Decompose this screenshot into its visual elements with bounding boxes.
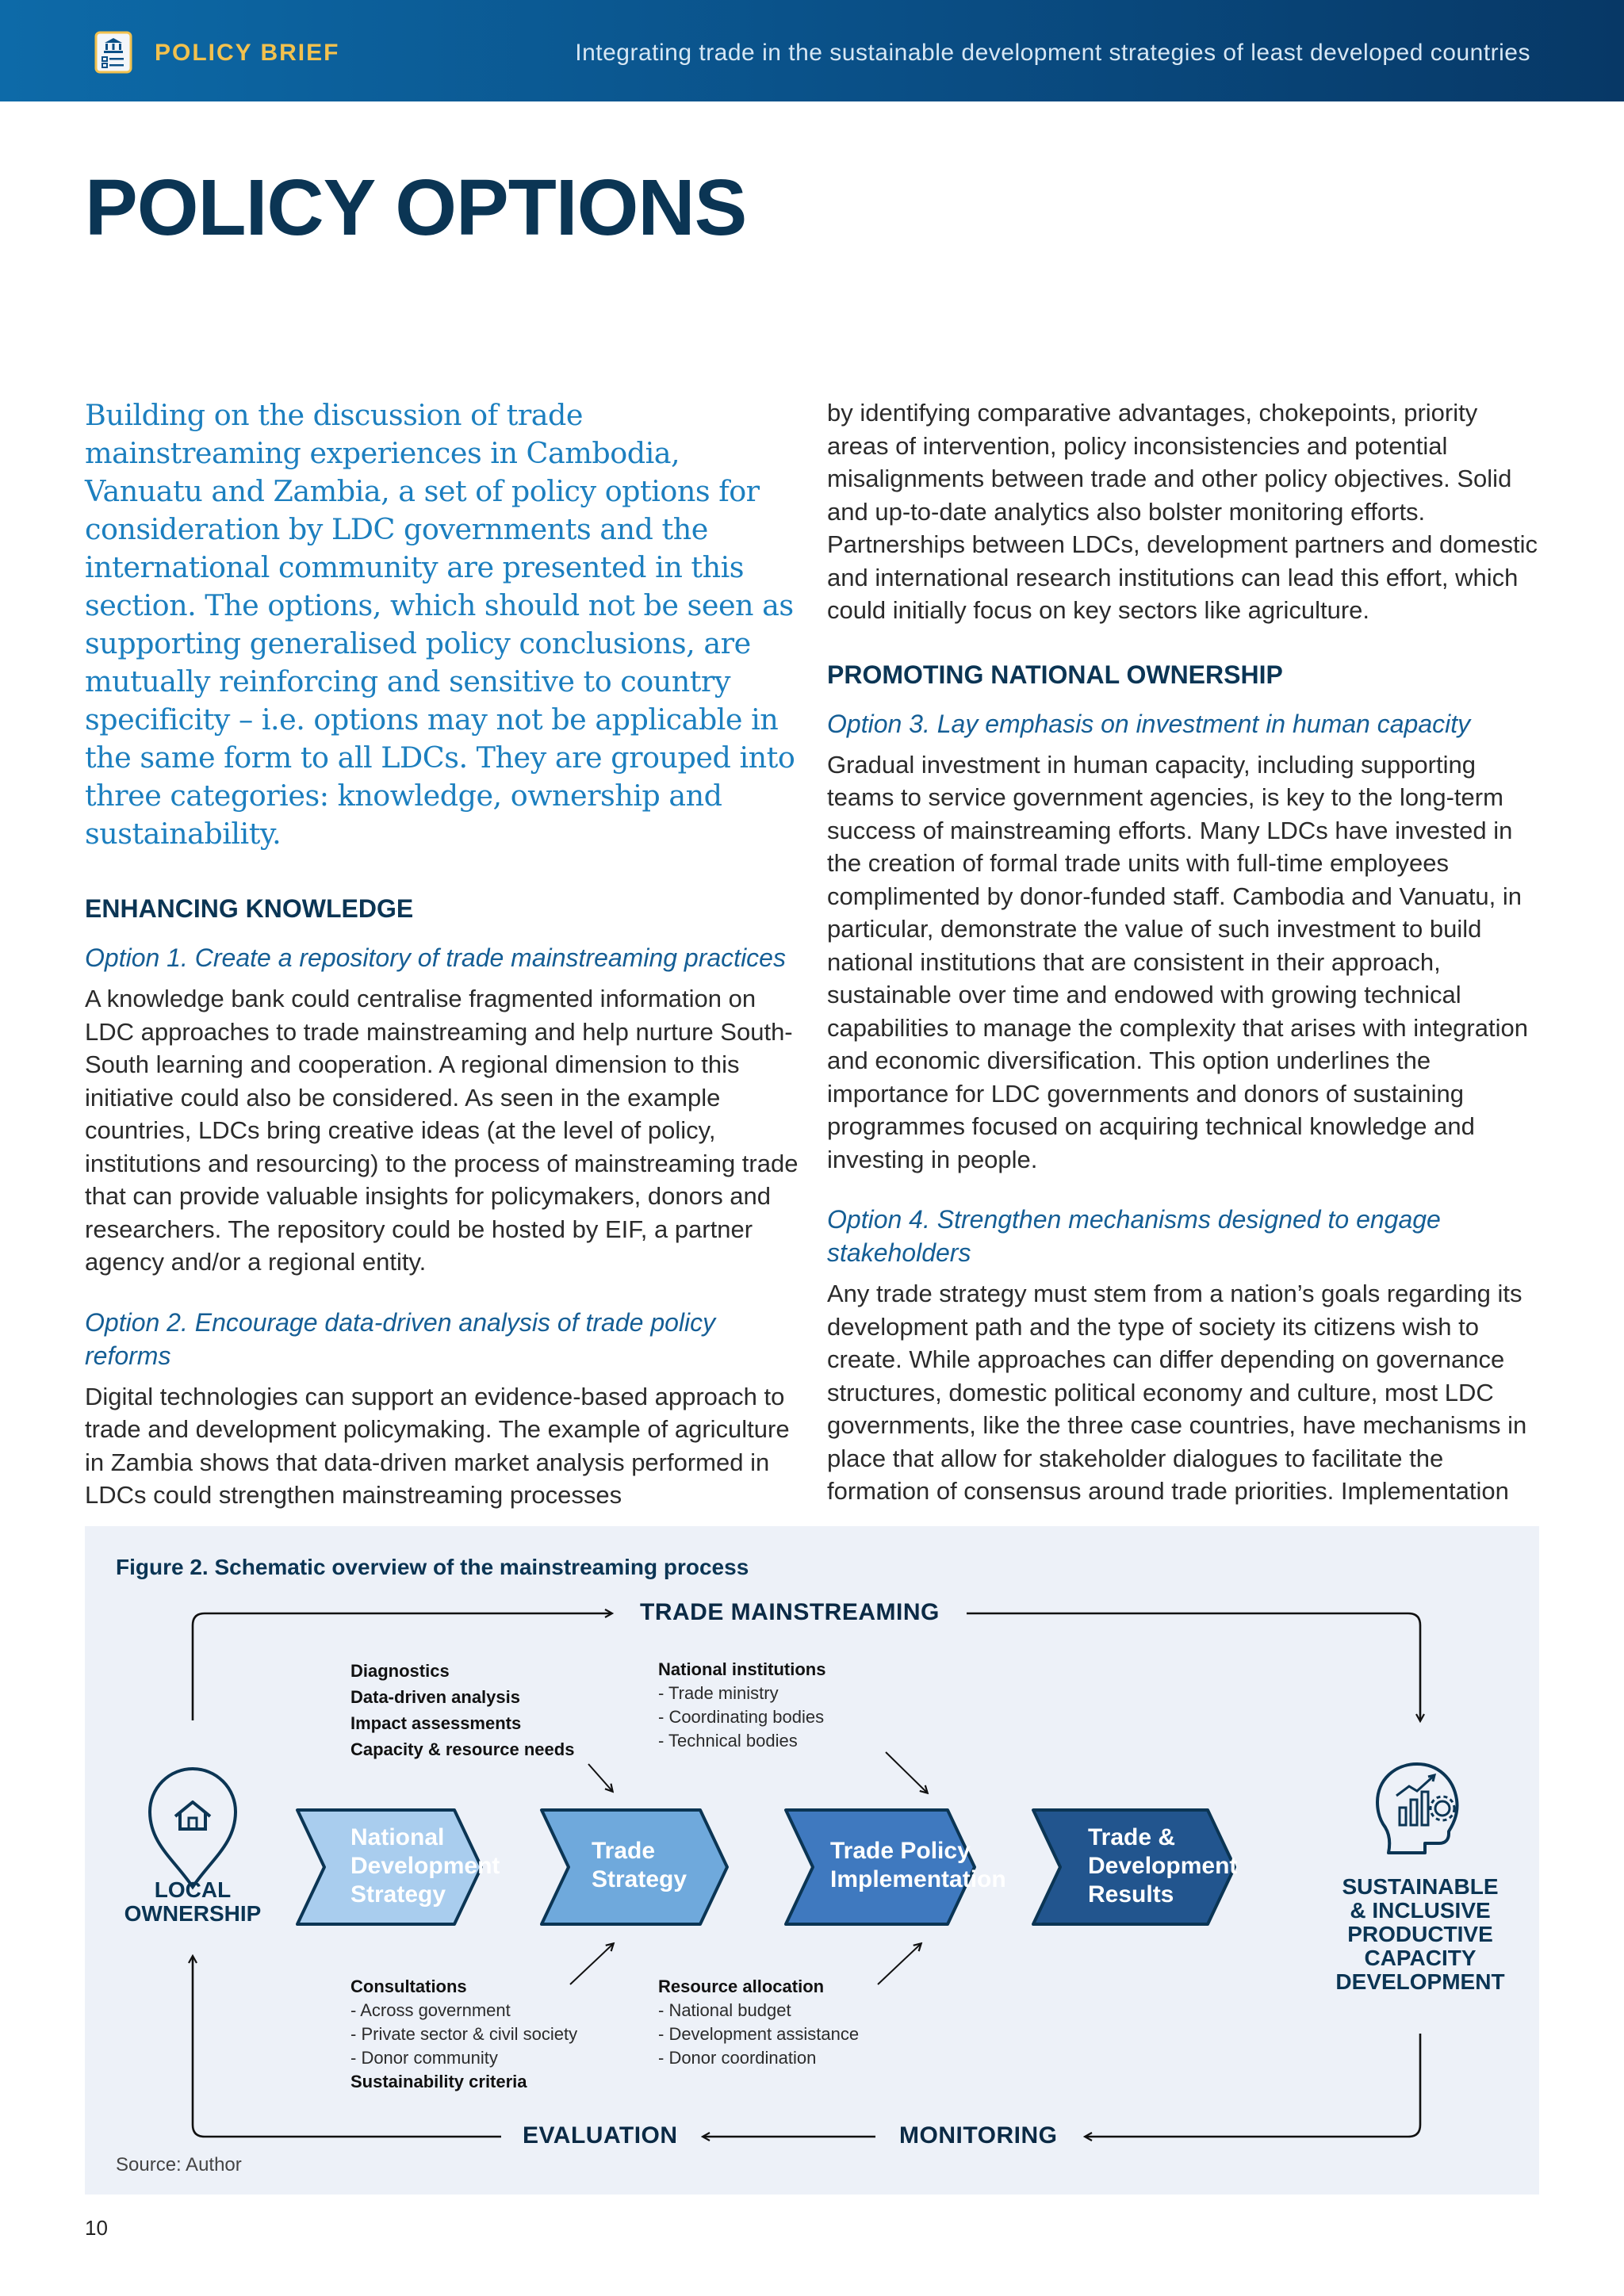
head-growth-icon: [1377, 1764, 1457, 1853]
intro-paragraph: Building on the discussion of trade mainstreaming experiences in Cambodia, Vanuatu and Zambia, a set of policy options for consideration by LDC governments and the international community are presented in this section. The options, which should not be seen as supporting generalised policy conclusions, are mutually reinforcing and sensitive to country specificity – i.e. options may not be applicable in the same form to all LDCs. They are grouped into three categories: knowledge, ownership and sustainability.: [85, 398, 795, 851]
section-heading-knowledge: ENHANCING KNOWLEDGE: [85, 894, 414, 923]
option-4-body: Any trade strategy must stem from a nation’s goals regarding its development path and the type of society its citizens wish to create. While approaches can differ depending on governance structures, domestic political economy and culture, most LDC governments, like the three case countries, have mechanisms in place that allow for stakeholder dialogues to facilitate the formation of consensus around trade priorities. Implementation: [827, 1280, 1527, 1505]
resource-allocation-list: Resource allocation - National budget - Development assistance - Donor coordination: [658, 1976, 860, 2068]
process-diagram: [85, 1526, 1539, 2195]
evaluation-label: EVALUATION: [523, 2122, 678, 2149]
diagonal-arrow-4: [878, 1944, 921, 1984]
option-2-heading: Option 2. Encourage data-driven analysis of trade policy reforms: [85, 1307, 716, 1370]
chevron-1-text: National Development Strategy: [350, 1824, 500, 1908]
option-1-body: A knowledge bank could centralise fragmented information on LDC approaches to trade mainstreaming and help nurture South-South learning and cooperation. A regional dimension to this initiative could also be considered. As seen in the example countries, LDCs bring creative ideas (at the level of policy, institutions and resourcing) to the process of mainstreaming trade that can provide valuable insights for policymakers, donors and researchers. The repository could be hosted by EIF, a partner agency and/or a regional entity.: [85, 985, 799, 1276]
section-heading-ownership: PROMOTING NATIONAL OWNERSHIP: [827, 660, 1283, 689]
figure-mainstreaming-process: [85, 1526, 1539, 2195]
header-bar: [0, 0, 1624, 101]
trade-mainstreaming-label: TRADE MAINSTREAMING: [640, 1599, 940, 1625]
option-3-body: Gradual investment in human capacity, including supporting teams to service government agencies, is key to the long-term success of mainstreaming efforts. Many LDCs have invested in the creation of formal trade units with full-time employees complimented by donor-funded staff. Cambodia and Vanuatu, in particular, demonstrate the value of such investment to build national institutions that are consistent in their approach, sustainable over time and endowed with growing technical capabilities to manage the complexity that arises with integration and economic diversification. This option underlines the importance for LDC governments and donors of sustaining programmes focused on acquiring technical knowledge and investing in people.: [827, 750, 1528, 1173]
diagnostics-list: Diagnostics Data-driven analysis Impact assessments Capacity & resource needs: [350, 1661, 575, 1759]
document-building-icon: [94, 30, 133, 75]
chevron-4-text: Trade & Development Results: [1088, 1824, 1238, 1908]
diagonal-arrow-1: [588, 1764, 612, 1791]
option-4-heading: Option 4. Strengthen mechanisms designed to engage stakeholders: [827, 1205, 1441, 1267]
local-ownership-label: LOCAL OWNERSHIP: [124, 1877, 262, 1926]
publication-title: Integrating trade in the sustainable development strategies of least developed countries: [575, 40, 1530, 66]
figure-source: Source: Author: [116, 2154, 242, 2175]
national-institutions-list: National institutions - Trade ministry - Coordinating bodies - Technical bodies: [658, 1659, 826, 1751]
figure-title: Figure 2. Schematic overview of the mainstreaming process: [116, 1555, 749, 1579]
option-2-body-continued: by identifying comparative advantages, chokepoints, priority areas of intervention, policy inconsistencies and potential misalignments between trade and other policy objectives. Solid and up-to-date analytics also bolster monitoring efforts. Partnerships between LDCs, development partners and domestic and international research institutions can lead this effort, which could initially focus on key sectors like agriculture.: [827, 399, 1538, 624]
option-1-heading: Option 1. Create a repository of trade mainstreaming practices: [85, 943, 786, 972]
diagonal-arrow-2: [886, 1752, 927, 1793]
page-number: 10: [85, 2216, 108, 2240]
chevron-3-text: Trade Policy Implementation: [830, 1838, 1006, 1892]
right-column: [827, 396, 1541, 1535]
page-title: POLICY OPTIONS: [85, 163, 747, 252]
option-2-body: Digital technologies can support an evidence-based approach to trade and development policymaking. The example of agriculture in Zambia shows that data-driven market analysis performed in LDCs could strengthen mainstreaming processes: [85, 1382, 790, 1509]
left-column: [85, 396, 799, 1539]
loop-arrow-top-right: [967, 1613, 1420, 1720]
consultations-list: Consultations - Across government - Private sector & civil society - Donor community Sustainability criteria: [350, 1976, 578, 2091]
loop-arrow-bottom-right: [1086, 2034, 1420, 2137]
option-3-heading: Option 3. Lay emphasis on investment in human capacity: [827, 709, 1471, 738]
policy-brief-label: POLICY BRIEF: [155, 40, 340, 66]
chevron-2-text: Trade Strategy: [592, 1838, 688, 1892]
monitoring-label: MONITORING: [899, 2122, 1058, 2149]
location-home-icon: [150, 1769, 236, 1887]
sustainable-development-label: SUSTAINABLE & INCLUSIVE PRODUCTIVE CAPACITY DEVELOPMENT: [1335, 1874, 1505, 1994]
